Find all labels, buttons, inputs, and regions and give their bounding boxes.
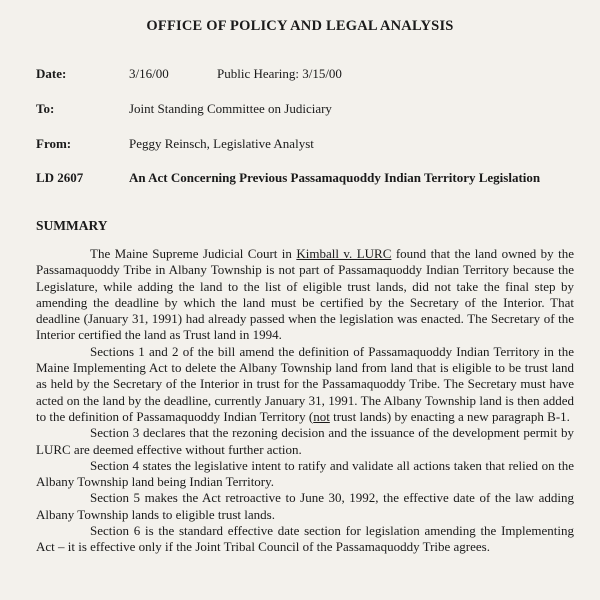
summary-body xyxy=(36,246,574,556)
ld-title: An Act Concerning Previous Passamaquoddy Indian Territory Legislation xyxy=(129,170,541,185)
date-value: 3/16/00 xyxy=(129,66,169,81)
date-label: Date: xyxy=(36,66,67,81)
ld-label: LD 2607 xyxy=(36,170,84,185)
public-hearing-text: Public Hearing: 3/15/00 xyxy=(217,66,342,81)
summary-heading: SUMMARY xyxy=(36,218,108,233)
not-emphasis: not xyxy=(313,408,330,424)
from-label: From: xyxy=(36,136,72,151)
to-label: To: xyxy=(36,101,55,116)
p1-text-b: found that the land owned by the Passamaquoddy Tribe in Albany Township is not part of Passamaquoddy Indian Territory because the Legislature, while adding the land to the list of eligible trust lands, did not take the final step by amending the deadline by which the land must be certified by the Secretary of the Interior. That deadline (January 31, 1991) had already passed when the legislation was enacted. The Secretary of the Interior certified the land as Trust land in 1994. xyxy=(36,246,574,343)
to-value: Joint Standing Committee on Judiciary xyxy=(129,101,332,116)
summary-paragraph-3: Section 3 declares that the rezoning decision and the issuance of the development permit by LURC are deemed effective without further action. xyxy=(36,425,574,457)
office-title: OFFICE OF POLICY AND LEGAL ANALYSIS xyxy=(146,18,454,34)
p2-text-a: Sections 1 and 2 of the bill amend the definition of Passamaquoddy Indian Territory in the Maine Implementing Act to delete the Albany Township land from land that is eligible to be trust land as held by the Secretary of the Interior in trust for the Passamaquoddy Tribe. The Secretary must have acted on the land by the deadline, currently January 31, 1991. The Albany Township land is then added to the definition of Passamaquoddy Indian Territory ( xyxy=(36,343,574,424)
summary-paragraph-2 xyxy=(36,344,574,425)
from-value: Peggy Reinsch, Legislative Analyst xyxy=(129,136,314,151)
summary-paragraph-1 xyxy=(36,246,574,344)
summary-paragraph-4: Section 4 states the legislative intent to ratify and validate all actions taken that relied on the Albany Township land being Indian Territory. xyxy=(36,457,574,490)
p2-text-b: trust lands) by enacting a new paragraph B-1. xyxy=(329,408,570,424)
case-name: Kimball v. LURC xyxy=(296,246,392,261)
p1-text-a: The Maine Supreme Judicial Court in xyxy=(90,246,297,261)
summary-paragraph-5: Section 5 makes the Act retroactive to June 30, 1992, the effective date of the law adding Albany Township lands to eligible trust lands. xyxy=(36,490,574,522)
summary-paragraph-6: Section 6 is the standard effective date section for legislation amending the Implementing Act – it is effective only if the Joint Tribal Council of the Passamaquoddy Tribe agrees. xyxy=(36,523,574,555)
